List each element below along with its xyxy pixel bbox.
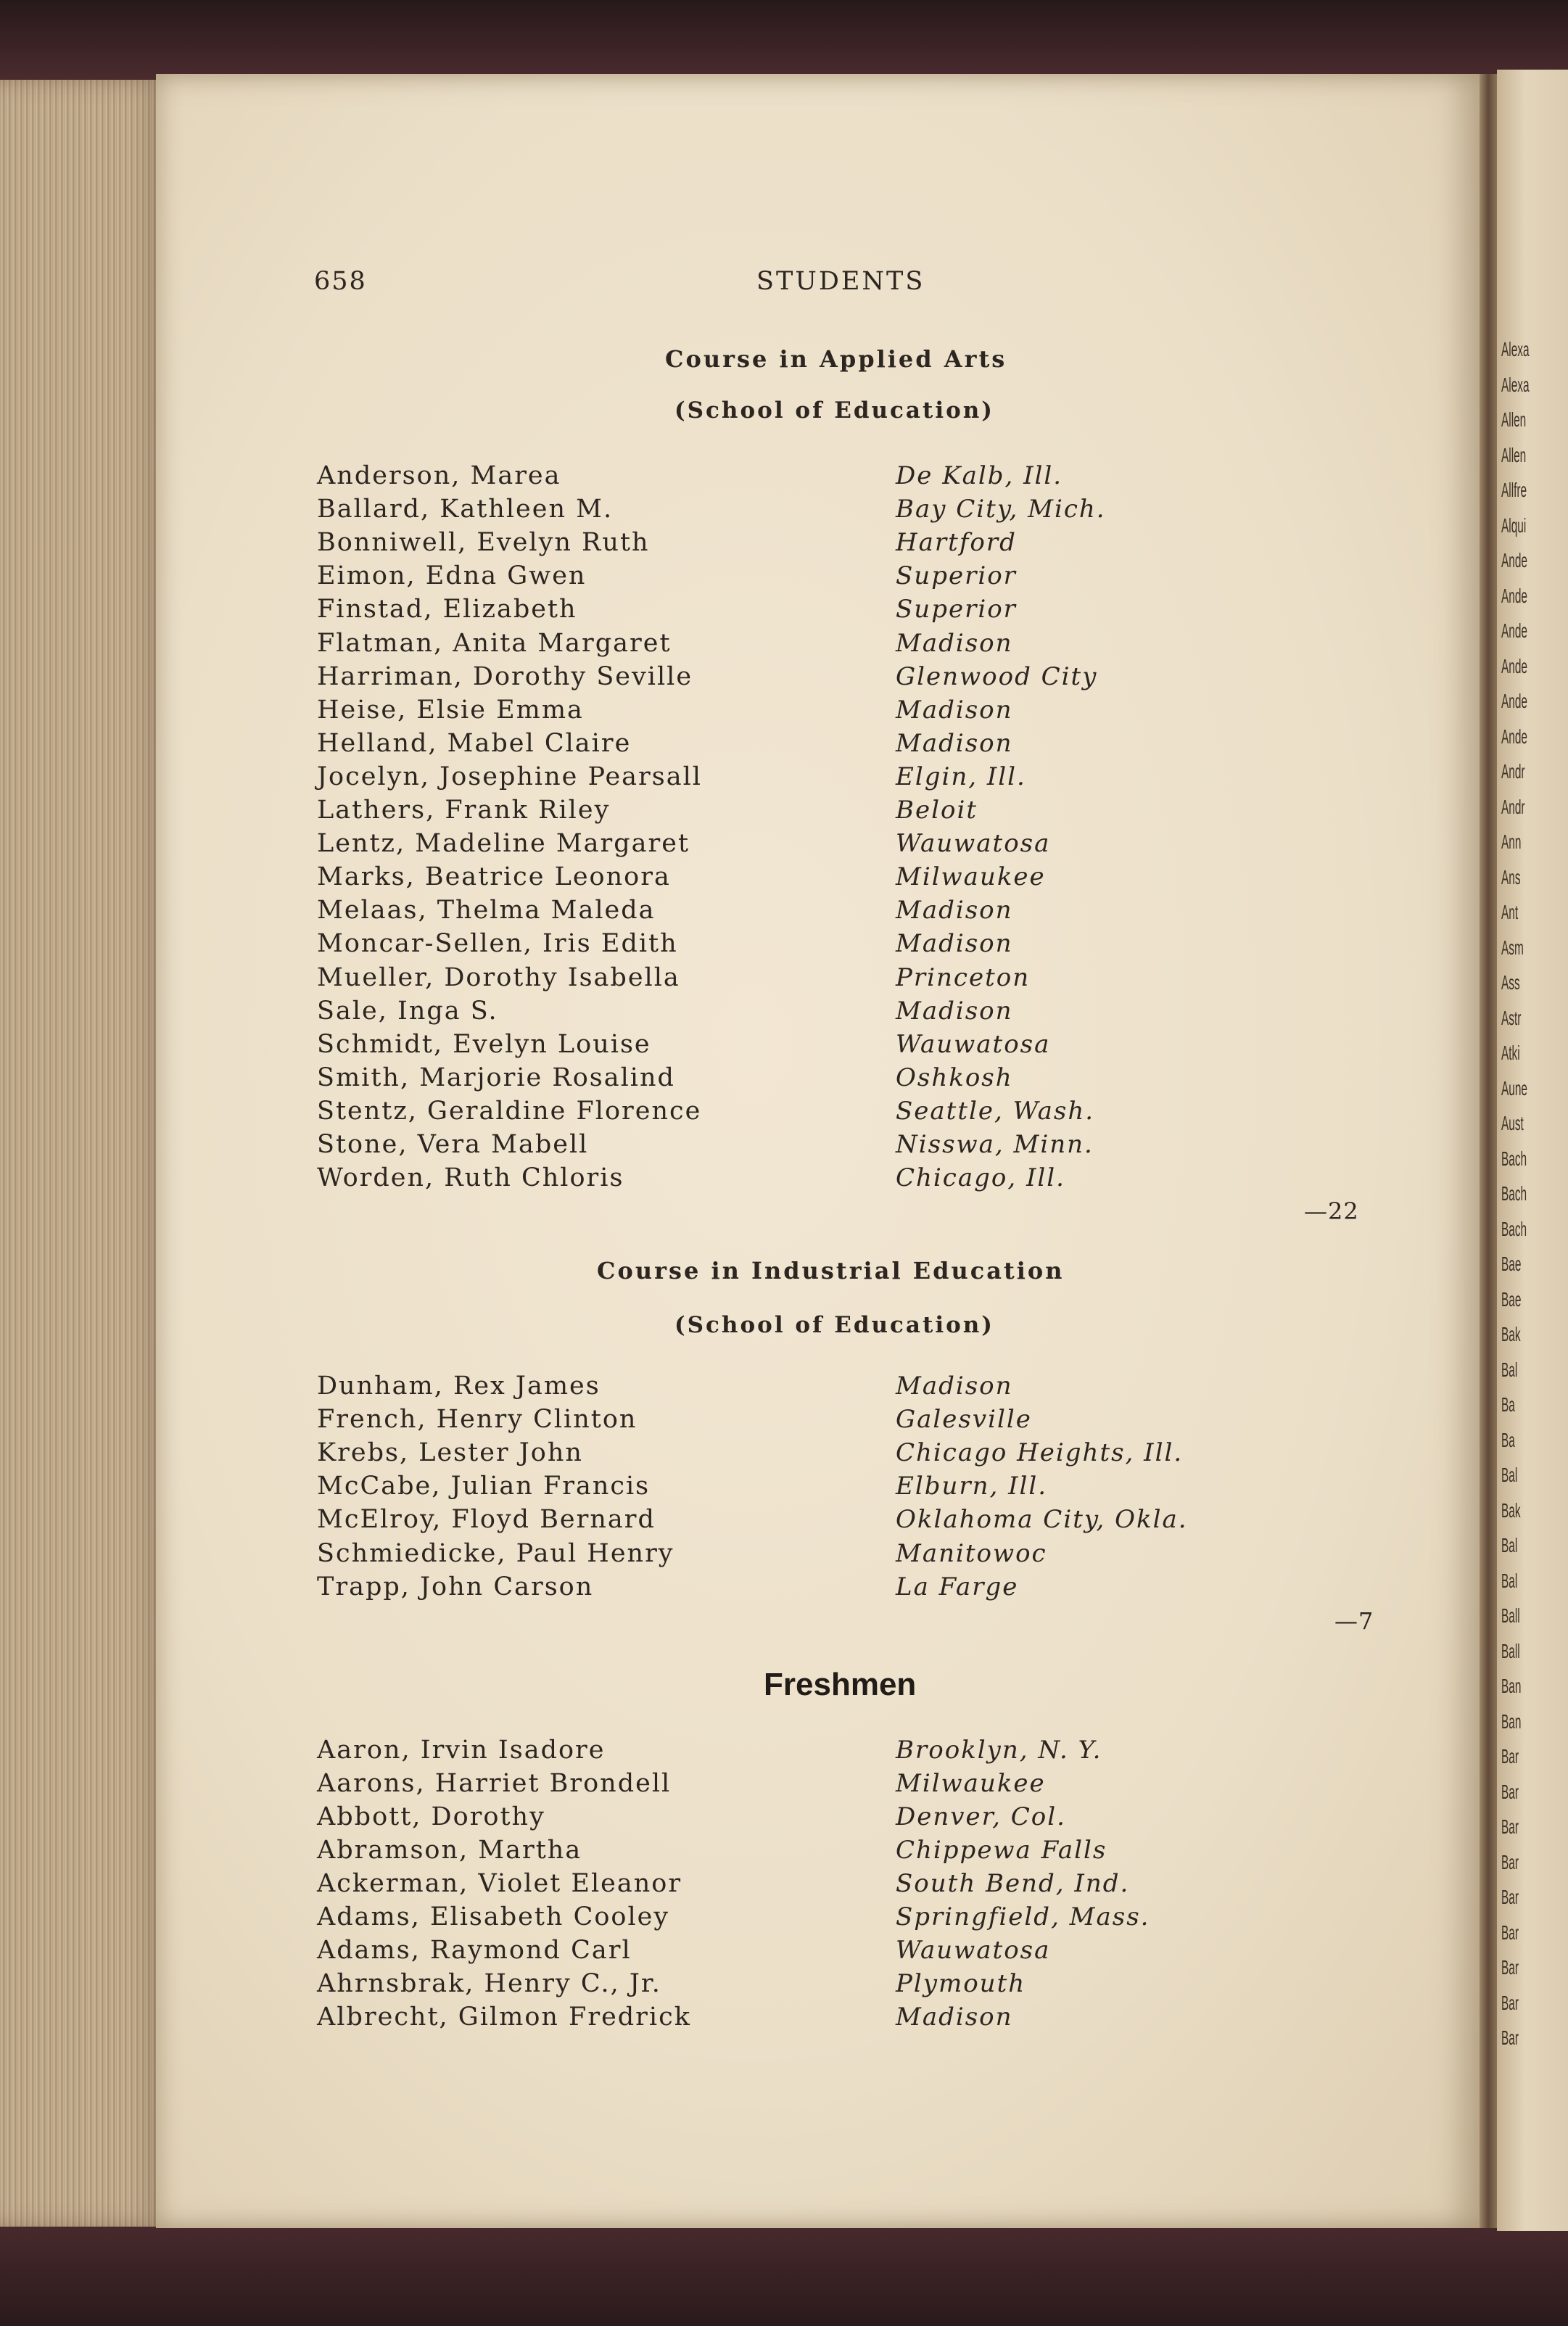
student-name: Ballard, Kathleen M. [317, 495, 614, 524]
student-name: Finstad, Elizabeth [317, 595, 577, 624]
section-heading: Course in Industrial Education [597, 1257, 1065, 1284]
adjacent-page-word: Bar [1501, 1815, 1519, 1838]
adjacent-page-word: Bar [1501, 1921, 1519, 1944]
adjacent-page-word: Aune [1501, 1076, 1527, 1100]
student-hometown: Madison [896, 929, 1013, 959]
student-name: Krebs, Lester John [317, 1438, 583, 1468]
book-cover-top [0, 0, 1568, 80]
student-name: Aaron, Irvin Isadore [317, 1736, 606, 1765]
student-name: McElroy, Floyd Bernard [317, 1505, 656, 1535]
adjacent-page-word: Astr [1501, 1006, 1522, 1029]
adjacent-page-word: Bal [1501, 1569, 1518, 1592]
adjacent-page-word: Ba [1501, 1393, 1515, 1416]
section-subheading: (School of Education) [674, 1312, 994, 1338]
student-name: Sale, Inga S. [317, 996, 498, 1026]
adjacent-page-word: Ande [1501, 584, 1527, 607]
student-name: Heise, Elsie Emma [317, 695, 584, 725]
student-name: Smith, Marjorie Rosalind [317, 1063, 675, 1092]
book-gutter [1480, 74, 1497, 2228]
adjacent-page-word: Bak [1501, 1498, 1521, 1522]
adjacent-page-word: Ande [1501, 654, 1527, 677]
student-hometown: Madison [896, 628, 1013, 658]
student-hometown: Madison [896, 728, 1013, 758]
section-heading: Course in Applied Arts [665, 345, 1007, 373]
student-name: Helland, Mabel Claire [317, 728, 632, 758]
adjacent-page-word: Bal [1501, 1534, 1518, 1556]
student-name: Eimon, Edna Gwen [317, 561, 587, 591]
student-hometown: Milwaukee [896, 862, 1046, 892]
student-hometown: Princeton [896, 962, 1031, 992]
student-hometown: Madison [896, 695, 1013, 725]
student-hometown: Seattle, Wash. [896, 1096, 1095, 1126]
student-name: Mueller, Dorothy Isabella [317, 962, 680, 992]
student-hometown: Milwaukee [896, 1769, 1046, 1798]
adjacent-page-word: Aust [1501, 1112, 1524, 1134]
adjacent-page-word: Bach [1501, 1147, 1527, 1170]
student-name: Adams, Elisabeth Cooley [317, 1902, 670, 1931]
student-hometown: De Kalb, Ill. [896, 461, 1063, 490]
student-name: Adams, Raymond Carl [317, 1936, 632, 1965]
adjacent-page-word: Ball [1501, 1604, 1520, 1627]
student-name: Dunham, Rex James [317, 1372, 601, 1401]
adjacent-page-word: Bar [1501, 1886, 1519, 1908]
adjacent-page-word: Andr [1501, 795, 1525, 818]
book-cover-bottom [0, 2216, 1568, 2326]
student-hometown: Wauwatosa [896, 829, 1051, 859]
student-hometown: Springfield, Mass. [896, 1902, 1150, 1931]
student-name: Flatman, Anita Margaret [317, 628, 672, 658]
student-hometown: Madison [896, 996, 1013, 1026]
student-hometown: La Farge [896, 1572, 1019, 1601]
student-hometown: Nisswa, Minn. [896, 1130, 1094, 1159]
adjacent-page-word: Ande [1501, 690, 1527, 712]
student-hometown: Madison [896, 896, 1013, 925]
adjacent-page-word: Ande [1501, 619, 1527, 642]
student-name: Abbott, Dorothy [317, 1802, 545, 1831]
student-hometown: Manitowoc [896, 1538, 1047, 1568]
freshmen-heading: Freshmen [764, 1667, 917, 1702]
student-name: Marks, Beatrice Leonora [317, 862, 671, 892]
student-hometown: Madison [896, 1372, 1013, 1401]
student-name: French, Henry Clinton [317, 1405, 637, 1435]
adjacent-page-word: Alqui [1501, 514, 1527, 537]
adjacent-page-word: Ann [1501, 830, 1522, 853]
student-hometown: Elburn, Ill. [896, 1472, 1048, 1501]
adjacent-page-word: Asm [1501, 936, 1524, 959]
student-name: Aarons, Harriet Brondell [317, 1769, 672, 1798]
adjacent-page-word: Ande [1501, 549, 1527, 572]
adjacent-page-word: Ban [1501, 1675, 1522, 1697]
adjacent-page-word: Allfre [1501, 479, 1527, 501]
student-hometown: Wauwatosa [896, 1936, 1051, 1965]
adjacent-page-word: Bak [1501, 1323, 1521, 1345]
student-hometown: Bay City, Mich. [896, 495, 1106, 524]
student-name: Bonniwell, Evelyn Ruth [317, 528, 650, 558]
adjacent-page-word: Ban [1501, 1710, 1522, 1733]
adjacent-page-word: Bach [1501, 1217, 1527, 1240]
student-hometown: Superior [896, 561, 1017, 591]
adjacent-page-word: Bae [1501, 1253, 1522, 1275]
student-hometown: Madison [896, 2003, 1013, 2032]
student-hometown: Oklahoma City, Okla. [896, 1505, 1188, 1535]
student-name: Schmidt, Evelyn Louise [317, 1029, 651, 1059]
student-hometown: Plymouth [896, 1969, 1026, 1998]
student-name: Stentz, Geraldine Florence [317, 1096, 702, 1126]
adjacent-page-word: Ans [1501, 865, 1521, 888]
adjacent-page-word: Bar [1501, 2026, 1519, 2049]
page-number: 658 [314, 267, 367, 296]
adjacent-page-word: Ande [1501, 725, 1527, 748]
adjacent-page-word: Allen [1501, 408, 1527, 431]
adjacent-page-word: Ba [1501, 1428, 1515, 1451]
adjacent-page-word: Andr [1501, 760, 1525, 783]
student-name: Stone, Vera Mabell [317, 1130, 589, 1159]
student-name: Lentz, Madeline Margaret [317, 829, 690, 859]
adjacent-page-word: Bar [1501, 1956, 1519, 1979]
student-name: Albrecht, Gilmon Fredrick [317, 2003, 691, 2032]
adjacent-page-word: Bal [1501, 1358, 1518, 1381]
section-total: —22 [1304, 1197, 1359, 1225]
adjacent-page-word: Bar [1501, 1780, 1519, 1803]
adjacent-page-word: Bae [1501, 1287, 1522, 1311]
student-hometown: Oshkosh [896, 1063, 1013, 1092]
student-hometown: South Bend, Ind. [896, 1869, 1130, 1898]
student-hometown: Galesville [896, 1405, 1032, 1435]
student-name: Melaas, Thelma Maleda [317, 896, 656, 925]
student-name: Ahrnsbrak, Henry C., Jr. [317, 1969, 661, 1998]
student-hometown: Chippewa Falls [896, 1836, 1107, 1865]
student-hometown: Superior [896, 595, 1017, 624]
student-hometown: Chicago, Ill. [896, 1163, 1065, 1193]
student-name: Anderson, Marea [317, 461, 561, 490]
student-hometown: Beloit [896, 796, 978, 825]
student-hometown: Wauwatosa [896, 1029, 1051, 1059]
student-hometown: Glenwood City [896, 661, 1098, 691]
student-name: Abramson, Martha [317, 1836, 582, 1865]
section-subheading: (School of Education) [674, 397, 994, 424]
adjacent-page-word: Bar [1501, 1991, 1519, 2014]
adjacent-page-word: Alexa [1501, 338, 1530, 360]
student-name: Ackerman, Violet Eleanor [317, 1869, 682, 1898]
student-hometown: Denver, Col. [896, 1802, 1066, 1831]
student-hometown: Elgin, Ill. [896, 762, 1026, 791]
student-name: Trapp, John Carson [317, 1572, 594, 1601]
student-hometown: Brooklyn, N. Y. [896, 1736, 1102, 1765]
student-name: Lathers, Frank Riley [317, 796, 611, 825]
running-title: STUDENTS [756, 267, 925, 296]
student-name: Moncar-Sellen, Iris Edith [317, 929, 678, 959]
adjacent-page-word: Bach [1501, 1182, 1527, 1205]
page-edges [0, 80, 167, 2227]
adjacent-page-strip [1497, 70, 1568, 2231]
adjacent-page-word: Bal [1501, 1464, 1518, 1486]
adjacent-page-word: Ant [1501, 901, 1519, 923]
adjacent-page-word: Atki [1501, 1042, 1520, 1064]
student-hometown: Hartford [896, 528, 1017, 558]
student-name: McCabe, Julian Francis [317, 1472, 651, 1501]
student-name: Schmiedicke, Paul Henry [317, 1538, 674, 1568]
student-name: Jocelyn, Josephine Pearsall [317, 762, 702, 791]
adjacent-page-word: Ball [1501, 1639, 1520, 1662]
adjacent-page-word: Alexa [1501, 373, 1530, 396]
adjacent-page-word: Bar [1501, 1745, 1519, 1768]
adjacent-page-word: Ass [1501, 971, 1520, 994]
student-hometown: Chicago Heights, Ill. [896, 1438, 1184, 1468]
adjacent-page-word: Allen [1501, 443, 1527, 466]
section-total: —7 [1334, 1607, 1374, 1635]
student-name: Harriman, Dorothy Seville [317, 661, 693, 691]
adjacent-page-word: Bar [1501, 1850, 1519, 1873]
student-name: Worden, Ruth Chloris [317, 1163, 624, 1193]
